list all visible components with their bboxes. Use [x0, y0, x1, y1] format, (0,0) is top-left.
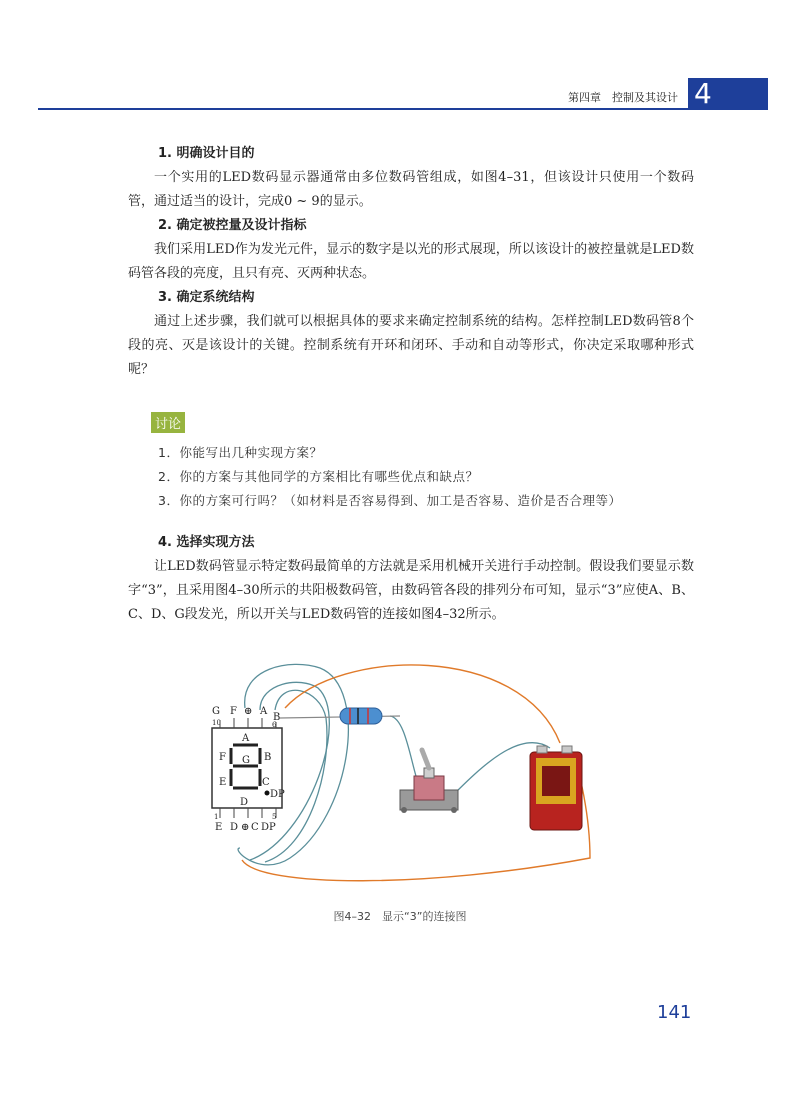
svg-text:E: E: [219, 777, 227, 788]
svg-text:D: D: [240, 797, 249, 808]
section-4-heading: 4. 选择实现方法: [158, 535, 255, 550]
svg-text:F: F: [219, 752, 226, 763]
svg-text:E: E: [215, 822, 223, 833]
svg-text:10: 10: [212, 719, 221, 727]
svg-text:DP: DP: [261, 822, 276, 833]
svg-text:G: G: [242, 755, 250, 766]
svg-text:F: F: [230, 706, 237, 717]
section-1-text: 一个实用的LED数码显示器通常由多位数码管组成，如图4–31，但该设计只使用一个数码管，通过适当的设计，完成0 ~ 9的显示。: [128, 170, 694, 209]
discussion-tag: 讨论: [151, 412, 185, 433]
section-3-heading: 3. 确定系统结构: [158, 290, 255, 305]
connection-diagram: [200, 648, 610, 898]
svg-text:A: A: [260, 706, 268, 717]
switch-body: [414, 776, 444, 800]
section-1-heading: 1. 明确设计目的: [158, 146, 255, 161]
figure-caption: 图4–32 显示“3”的连接图: [333, 910, 467, 923]
svg-text:⊕: ⊕: [241, 822, 250, 833]
svg-text:5: 5: [272, 813, 277, 821]
resistor: [340, 708, 382, 724]
pin-labels-bottom: [214, 813, 276, 833]
discussion-question: 3．你的方案可行吗？（如材料是否容易得到、加工是否容易、造价是否合理等）: [158, 493, 622, 508]
section-2-heading: 2. 确定被控量及设计指标: [158, 218, 307, 233]
svg-text:G: G: [212, 706, 220, 717]
page-number: 141: [657, 1002, 692, 1023]
discussion-question: 1．你能写出几种实现方案？: [158, 445, 323, 460]
svg-text:DP: DP: [270, 789, 285, 800]
running-header: 第四章 控制及其设计: [568, 91, 678, 104]
svg-text:C: C: [251, 822, 259, 833]
switch-lever: [422, 750, 429, 768]
wire-resistor-switch: [390, 716, 418, 783]
svg-text:1: 1: [214, 813, 219, 821]
pins-bottom: [220, 808, 276, 818]
pins-top: [220, 718, 276, 728]
pin-labels-top: [212, 706, 280, 729]
svg-text:B: B: [264, 752, 272, 763]
svg-text:B: B: [273, 712, 281, 723]
section-2-text: 我们采用LED作为发光元件，显示的数字是以光的形式展现，所以该设计的被控量就是LED数码管各段的亮度，且只有亮、灭两种状态。: [128, 242, 694, 281]
dp-dot: [265, 791, 270, 796]
svg-text:6: 6: [272, 721, 277, 729]
svg-text:A: A: [242, 733, 250, 744]
discussion-question: 2．你的方案与其他同学的方案相比有哪些优点和缺点？: [158, 469, 479, 484]
battery: [530, 746, 582, 830]
svg-text:C: C: [262, 777, 270, 788]
circuit-illustration: [200, 648, 610, 898]
section-3-text: 通过上述步骤，我们就可以根据具体的要求来确定控制系统的结构。怎样控制LED数码管8个段的亮、灭是该设计的关键。控制系统有开环和闭环、手动和自动等形式，你决定采取哪种形式呢？: [128, 314, 694, 377]
section-4-text: 让LED数码管显示特定数码最简单的方法就是采用机械开关进行手动控制。假设我们要显示数字“3”，且采用图4–30所示的共阳极数码管，由数码管各段的排列分布可知，显示“3”应使A、B、C、D、G段发光，所以开关与LED数码管的连接如图4–32所示。: [128, 559, 694, 622]
main-content: [128, 142, 694, 627]
wire-orange-top: [285, 665, 560, 743]
header-rule: [38, 108, 688, 110]
svg-text:D: D: [230, 822, 239, 833]
svg-text:⊕: ⊕: [244, 706, 253, 717]
chapter-number-badge: 4: [688, 78, 768, 110]
